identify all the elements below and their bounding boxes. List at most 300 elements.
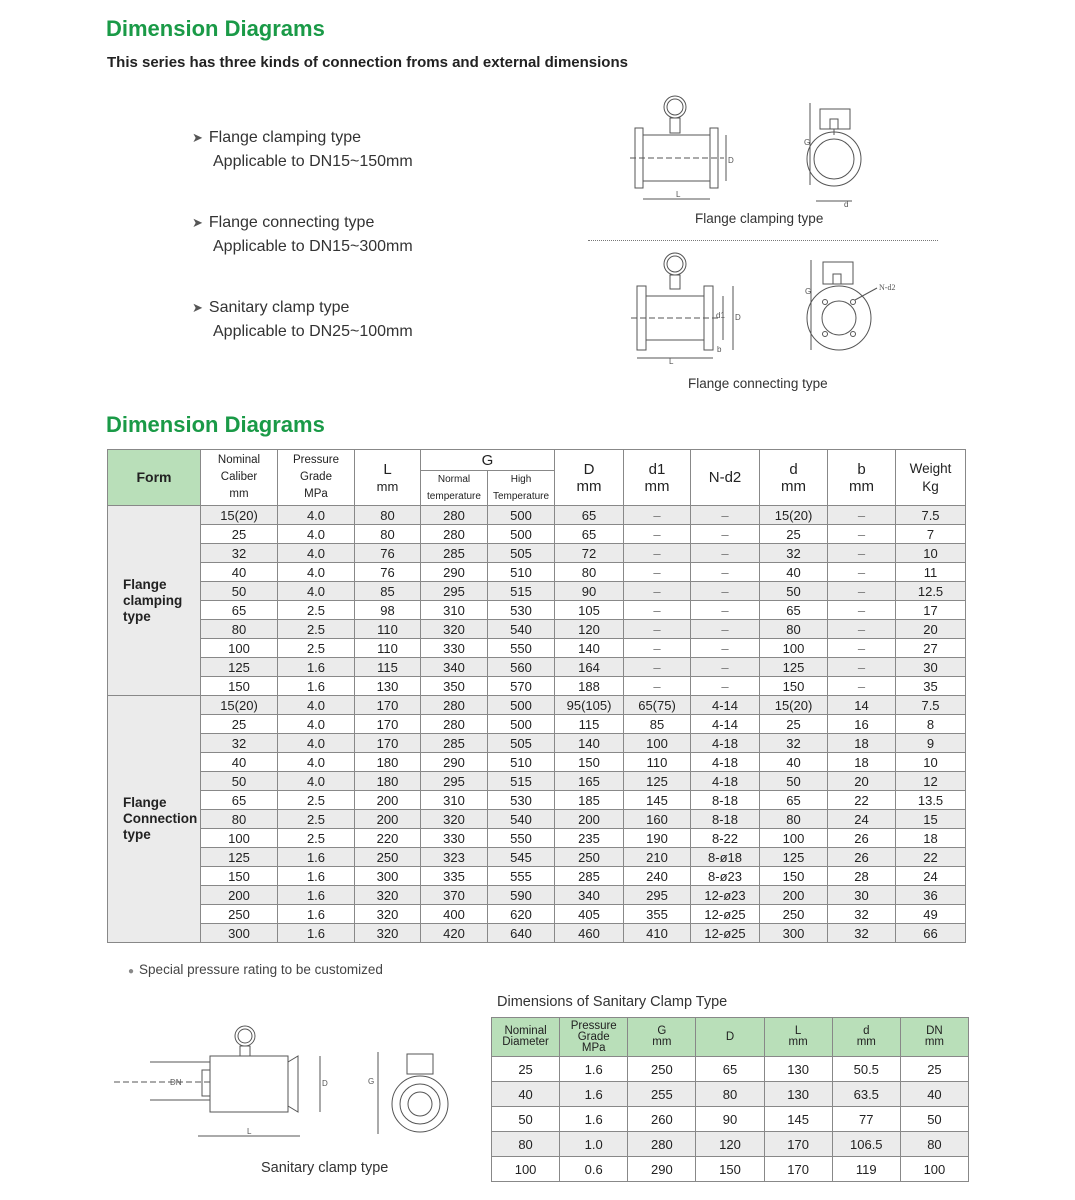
dim-G-label: G [368, 1077, 375, 1086]
table-cell: 320 [355, 905, 421, 924]
table-cell: – [691, 582, 760, 601]
table-cell: 355 [624, 905, 691, 924]
table-cell: 130 [355, 677, 421, 696]
table-body [108, 506, 966, 943]
table-cell: 105 [555, 601, 624, 620]
table-cell: 170 [355, 696, 421, 715]
table-cell: 25 [760, 525, 828, 544]
table-cell: 540 [488, 620, 555, 639]
table-cell: 1.6 [560, 1057, 628, 1082]
table-cell: 285 [421, 544, 488, 563]
table-cell: 95(105) [555, 696, 624, 715]
table-cell: – [624, 544, 691, 563]
table-cell: 2.5 [278, 791, 355, 810]
table-cell: 280 [421, 525, 488, 544]
table-cell: 200 [355, 810, 421, 829]
table-cell: 220 [355, 829, 421, 848]
table-cell: 10 [896, 753, 966, 772]
caption-clamping: Flange clamping type [695, 211, 824, 226]
header-D: D mm [555, 450, 624, 506]
table-cell: – [828, 601, 896, 620]
table-cell: 7.5 [896, 696, 966, 715]
table-cell: 290 [628, 1157, 696, 1182]
table-cell: – [691, 658, 760, 677]
dim-L-label: L [247, 1127, 252, 1136]
table-cell: 85 [355, 582, 421, 601]
table-cell: 280 [421, 506, 488, 525]
table-cell: 4.0 [278, 715, 355, 734]
table-cell: – [624, 658, 691, 677]
dim-DN-label: DN [170, 1078, 182, 1087]
table-cell: 410 [624, 924, 691, 943]
table-cell: 340 [421, 658, 488, 677]
table-cell: 40 [760, 753, 828, 772]
table-cell: 150 [760, 677, 828, 696]
table-cell: 25 [760, 715, 828, 734]
table-cell: 125 [760, 658, 828, 677]
bullet-dot-icon: ● [128, 966, 135, 977]
table-cell: 36 [896, 886, 966, 905]
table-cell: 4.0 [278, 506, 355, 525]
table-cell: 24 [896, 867, 966, 886]
table-cell: – [624, 506, 691, 525]
table-cell: 515 [488, 582, 555, 601]
table-cell: 290 [421, 563, 488, 582]
table-cell: – [624, 677, 691, 696]
table-row [108, 658, 966, 677]
table-row [108, 715, 966, 734]
table-cell: 15(20) [760, 506, 828, 525]
table-cell: 14 [828, 696, 896, 715]
table-cell: 50 [201, 772, 278, 791]
header-b: b mm [828, 450, 896, 506]
sanitary-clamp-diagram [110, 1022, 470, 1147]
table-cell: 320 [355, 924, 421, 943]
table-cell: 555 [488, 867, 555, 886]
table-cell: 323 [421, 848, 488, 867]
table-cell: 9 [896, 734, 966, 753]
table-cell: 120 [555, 620, 624, 639]
table-cell: 12.5 [896, 582, 966, 601]
table-cell: 40 [492, 1082, 560, 1107]
table-cell: 76 [355, 544, 421, 563]
table-cell: 26 [828, 829, 896, 848]
table-cell: 300 [355, 867, 421, 886]
table-cell: 100 [201, 829, 278, 848]
table-cell: 125 [201, 658, 278, 677]
table-cell: 125 [624, 772, 691, 791]
form-label: Flange Connection type [108, 696, 201, 943]
table-cell: 8-18 [691, 791, 760, 810]
table-cell: 115 [355, 658, 421, 677]
table-cell: 420 [421, 924, 488, 943]
header-pressure: Pressure Grade MPa [278, 450, 355, 506]
dim-Nd2-label: N-d2 [879, 283, 896, 292]
table-cell: – [624, 639, 691, 658]
table-cell: 250 [355, 848, 421, 867]
table-cell: 26 [828, 848, 896, 867]
table-cell: 40 [900, 1082, 968, 1107]
table-row [108, 791, 966, 810]
divider [588, 240, 938, 241]
table-cell: 620 [488, 905, 555, 924]
table-row [108, 734, 966, 753]
dim-d-label: d [844, 200, 849, 209]
table-row [492, 1132, 969, 1157]
table-row [108, 506, 966, 525]
table-cell: 4-14 [691, 696, 760, 715]
table-cell: 500 [488, 715, 555, 734]
table-cell: – [691, 563, 760, 582]
table-cell: 4.0 [278, 563, 355, 582]
table-row [108, 810, 966, 829]
table-cell: 145 [624, 791, 691, 810]
table-cell: 180 [355, 772, 421, 791]
table-cell: 1.6 [278, 924, 355, 943]
dim-D-label: D [728, 156, 734, 165]
type-range: Applicable to DN15~300mm [213, 238, 413, 255]
table-cell: 295 [421, 582, 488, 601]
table-row [492, 1107, 969, 1132]
table-heading: Dimension Diagrams [106, 412, 325, 437]
table-row [108, 525, 966, 544]
table-row [108, 867, 966, 886]
header-G: G [421, 450, 555, 471]
table-cell: 170 [764, 1132, 832, 1157]
table-cell: 7 [896, 525, 966, 544]
dimension-table [107, 449, 966, 943]
table-cell: 120 [696, 1132, 764, 1157]
table-cell: 65 [201, 601, 278, 620]
header-d: d mm [760, 450, 828, 506]
table-cell: 80 [696, 1082, 764, 1107]
table-row [108, 848, 966, 867]
type-item-clamping [192, 126, 413, 174]
table-cell: – [624, 582, 691, 601]
table-cell: – [691, 639, 760, 658]
table-cell: 80 [555, 563, 624, 582]
table-cell: 18 [896, 829, 966, 848]
table-cell: – [624, 563, 691, 582]
table-cell: 11 [896, 563, 966, 582]
table-cell: 280 [628, 1132, 696, 1157]
type-name: Sanitary clamp type [208, 299, 350, 316]
table-cell: 8-ø18 [691, 848, 760, 867]
table-cell: 15(20) [760, 696, 828, 715]
table-cell: 7.5 [896, 506, 966, 525]
table-row [108, 639, 966, 658]
table-cell: 12 [896, 772, 966, 791]
table-cell: 185 [555, 791, 624, 810]
table-cell: 2.5 [278, 829, 355, 848]
table-cell: 90 [696, 1107, 764, 1132]
table-cell: 170 [355, 734, 421, 753]
note [128, 962, 383, 977]
dim-D-label: D [322, 1079, 328, 1088]
table-cell: 20 [896, 620, 966, 639]
table-cell: 12-ø23 [691, 886, 760, 905]
table-cell: 330 [421, 829, 488, 848]
table-cell: 2.5 [278, 601, 355, 620]
table-cell: 80 [760, 620, 828, 639]
table-cell: 500 [488, 525, 555, 544]
table-cell: 65 [555, 525, 624, 544]
table-cell: 110 [624, 753, 691, 772]
table-cell: – [624, 601, 691, 620]
table-cell: 115 [555, 715, 624, 734]
table-cell: 50 [760, 582, 828, 601]
table-cell: 1.6 [278, 658, 355, 677]
table-cell: 80 [355, 506, 421, 525]
table-row [108, 753, 966, 772]
table-cell: 65 [201, 791, 278, 810]
table-cell: 150 [696, 1157, 764, 1182]
table-row [108, 563, 966, 582]
table-cell: – [828, 639, 896, 658]
table-cell: 140 [555, 639, 624, 658]
table-cell: 1.6 [278, 905, 355, 924]
table-cell: 28 [828, 867, 896, 886]
table-cell: 640 [488, 924, 555, 943]
table-cell: 515 [488, 772, 555, 791]
sanitary-header: d mm [832, 1018, 900, 1057]
table-cell: – [691, 525, 760, 544]
table-cell: – [624, 525, 691, 544]
table-cell: 66 [896, 924, 966, 943]
table-cell: 295 [421, 772, 488, 791]
dim-L-label: L [669, 357, 674, 366]
type-name: Flange connecting type [208, 214, 375, 231]
table-cell: 32 [201, 734, 278, 753]
table-cell: 188 [555, 677, 624, 696]
table-cell: 119 [832, 1157, 900, 1182]
table-row [108, 829, 966, 848]
table-cell: 200 [355, 791, 421, 810]
table-cell: 15(20) [201, 506, 278, 525]
table-row [492, 1157, 969, 1182]
table-row [108, 582, 966, 601]
table-cell: 320 [355, 886, 421, 905]
table-cell: 540 [488, 810, 555, 829]
table-cell: 32 [201, 544, 278, 563]
header-G-high: High Temperature [488, 471, 555, 506]
table-cell: 4-18 [691, 753, 760, 772]
table-cell: 4.0 [278, 544, 355, 563]
sanitary-header: G mm [628, 1018, 696, 1057]
table-cell: 50 [492, 1107, 560, 1132]
table-cell: 320 [421, 620, 488, 639]
table-cell: 280 [421, 715, 488, 734]
table-cell: 25 [492, 1057, 560, 1082]
type-range: Applicable to DN25~100mm [213, 323, 413, 340]
dim-b-label: b [717, 345, 722, 354]
table-cell: 145 [764, 1107, 832, 1132]
table-cell: 210 [624, 848, 691, 867]
table-cell: 1.6 [560, 1082, 628, 1107]
type-item-connecting [192, 211, 413, 259]
table-cell: 4.0 [278, 772, 355, 791]
caption-connecting: Flange connecting type [688, 376, 828, 391]
table-cell: 110 [355, 639, 421, 658]
table-cell: 76 [355, 563, 421, 582]
table-cell: 8-18 [691, 810, 760, 829]
table-cell: 80 [355, 525, 421, 544]
form-label: Flange clamping type [108, 506, 201, 696]
table-cell: 65 [760, 601, 828, 620]
table-cell: 300 [201, 924, 278, 943]
table-cell: 12-ø25 [691, 905, 760, 924]
table-cell: 570 [488, 677, 555, 696]
table-cell: 63.5 [832, 1082, 900, 1107]
sanitary-header: L mm [764, 1018, 832, 1057]
table-cell: – [828, 677, 896, 696]
header-form: Form [108, 450, 201, 506]
table-cell: 150 [555, 753, 624, 772]
table-cell: 160 [624, 810, 691, 829]
header-G-normal: Normal temperature [421, 471, 488, 506]
table-cell: 4-14 [691, 715, 760, 734]
table-cell: 65(75) [624, 696, 691, 715]
table-cell: 30 [828, 886, 896, 905]
table-cell: 285 [421, 734, 488, 753]
table-cell: 250 [555, 848, 624, 867]
table-cell: 25 [201, 715, 278, 734]
table-cell: 4.0 [278, 753, 355, 772]
table-cell: 250 [760, 905, 828, 924]
table-row [108, 544, 966, 563]
table-cell: 100 [760, 639, 828, 658]
table-cell: 20 [828, 772, 896, 791]
table-cell: 50 [900, 1107, 968, 1132]
table-row [108, 772, 966, 791]
table-cell: 80 [492, 1132, 560, 1157]
header-weight: Weight Kg [896, 450, 966, 506]
table-cell: 32 [760, 734, 828, 753]
table-cell: 280 [421, 696, 488, 715]
table-cell: 85 [624, 715, 691, 734]
table-cell: 560 [488, 658, 555, 677]
table-row [108, 677, 966, 696]
table-cell: 4.0 [278, 734, 355, 753]
table-cell: 4.0 [278, 525, 355, 544]
table-cell: – [828, 544, 896, 563]
table-cell: 100 [624, 734, 691, 753]
table-cell: 1.0 [560, 1132, 628, 1157]
table-cell: 22 [828, 791, 896, 810]
table-row [492, 1082, 969, 1107]
table-cell: 90 [555, 582, 624, 601]
table-cell: 250 [201, 905, 278, 924]
table-cell: 65 [555, 506, 624, 525]
table-cell: 400 [421, 905, 488, 924]
table-cell: 130 [764, 1082, 832, 1107]
table-cell: 100 [492, 1157, 560, 1182]
sanitary-table-title: Dimensions of Sanitary Clamp Type [497, 994, 728, 1010]
table-cell: 32 [828, 905, 896, 924]
table-cell: 250 [628, 1057, 696, 1082]
table-cell: 25 [201, 525, 278, 544]
table-cell: 2.5 [278, 620, 355, 639]
table-cell: 200 [555, 810, 624, 829]
sanitary-table [491, 1017, 969, 1182]
table-cell: 350 [421, 677, 488, 696]
table-cell: 72 [555, 544, 624, 563]
table-cell: 164 [555, 658, 624, 677]
header-Nd2: N-d2 [691, 450, 760, 506]
table-cell: 310 [421, 791, 488, 810]
table-cell: 510 [488, 753, 555, 772]
table-cell: 505 [488, 734, 555, 753]
table-cell: 32 [828, 924, 896, 943]
table-cell: 150 [201, 867, 278, 886]
table-cell: 170 [355, 715, 421, 734]
table-cell: – [828, 506, 896, 525]
table-row [108, 620, 966, 639]
dim-L-label: L [676, 190, 681, 199]
table-cell: 550 [488, 639, 555, 658]
table-cell: 8-22 [691, 829, 760, 848]
table-cell: 300 [760, 924, 828, 943]
page-title: Dimension Diagrams [106, 16, 325, 41]
table-cell: 335 [421, 867, 488, 886]
type-item-sanitary [192, 296, 413, 344]
caption-sanitary: Sanitary clamp type [261, 1160, 389, 1176]
table-cell: 65 [696, 1057, 764, 1082]
table-row [108, 696, 966, 715]
table-cell: 255 [628, 1082, 696, 1107]
table-cell: 50 [760, 772, 828, 791]
sanitary-header: D [696, 1018, 764, 1057]
table-cell: 405 [555, 905, 624, 924]
sanitary-header: Pressure Grade MPa [560, 1018, 628, 1057]
table-cell: 4.0 [278, 582, 355, 601]
table-cell: 15(20) [201, 696, 278, 715]
type-range: Applicable to DN15~150mm [213, 153, 413, 170]
table-cell: 1.6 [278, 867, 355, 886]
table-cell: 110 [355, 620, 421, 639]
table-cell: 140 [555, 734, 624, 753]
dim-d1-label: d1 [716, 311, 725, 320]
table-cell: 310 [421, 601, 488, 620]
table-cell: 530 [488, 791, 555, 810]
table-cell: – [828, 525, 896, 544]
table-cell: 285 [555, 867, 624, 886]
table-cell: 125 [760, 848, 828, 867]
table-cell: 150 [760, 867, 828, 886]
table-cell: 320 [421, 810, 488, 829]
table-cell: 80 [760, 810, 828, 829]
table-cell: 24 [828, 810, 896, 829]
table-cell: 8-ø23 [691, 867, 760, 886]
table-cell: 460 [555, 924, 624, 943]
sanitary-header: DN mm [900, 1018, 968, 1057]
table-cell: – [828, 620, 896, 639]
page-subtitle: This series has three kinds of connection froms and external dimensions [107, 54, 628, 71]
table-cell: 1.6 [278, 677, 355, 696]
table-cell: 30 [896, 658, 966, 677]
table-cell: 8 [896, 715, 966, 734]
table-cell: 590 [488, 886, 555, 905]
table-cell: 1.6 [278, 848, 355, 867]
table-cell: 240 [624, 867, 691, 886]
table-cell: 40 [760, 563, 828, 582]
table-cell: 10 [896, 544, 966, 563]
table-cell: 165 [555, 772, 624, 791]
type-name: Flange clamping type [208, 129, 361, 146]
dim-D-label: D [735, 313, 741, 322]
note-text: Special pressure rating to be customized [139, 962, 383, 977]
table-cell: 65 [760, 791, 828, 810]
